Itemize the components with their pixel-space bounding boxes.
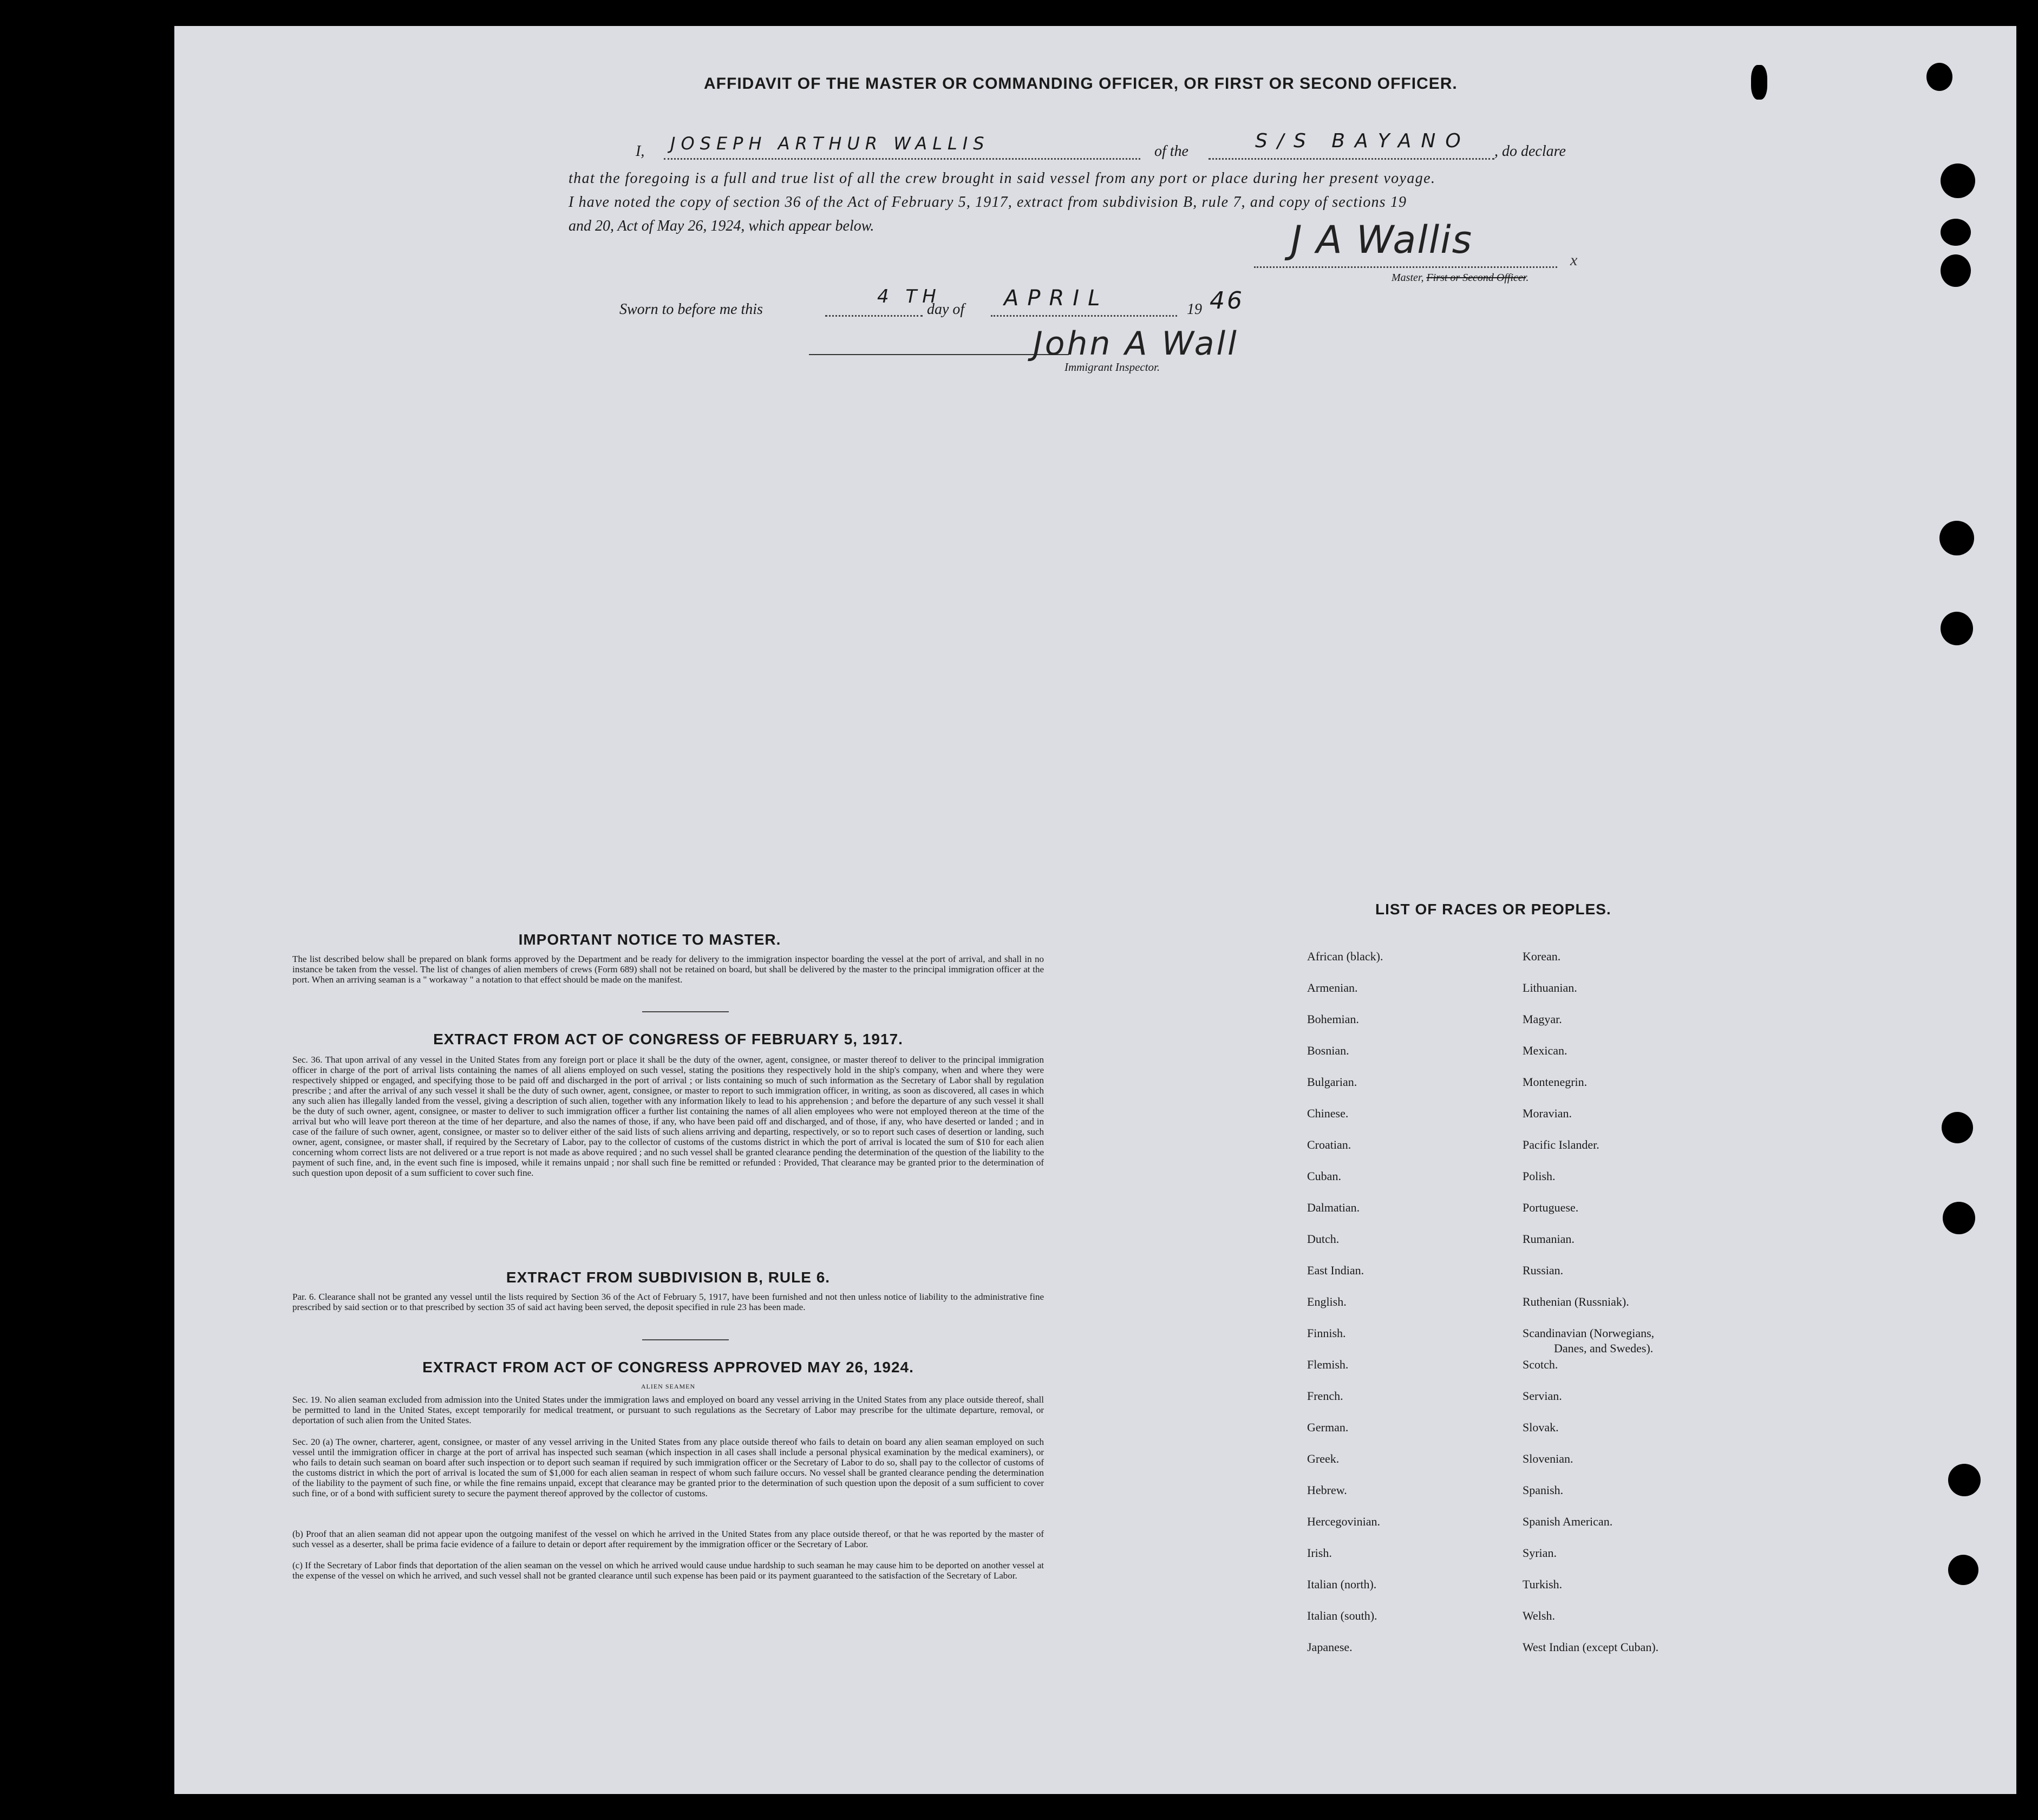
race-item: Mexican.: [1523, 1044, 1567, 1057]
race-item: English.: [1307, 1295, 1347, 1308]
race-item: Scandinavian (Norwegians,: [1523, 1326, 1655, 1340]
race-item: Finnish.: [1307, 1326, 1346, 1340]
race-item: Spanish American.: [1523, 1515, 1613, 1528]
section-19-text: Sec. 19. No alien seaman excluded from admission into the United States under the immigration laws and employed on board any vessel arriving in the United States from any place outside thereof, shall be permitted to land in the United States, except temporarily for medical treatment, or pursuant to such regulations as the Secretary of Labor may prescribe for the ultimate departure, removal, or deportation of such alien from the United States.: [292, 1395, 1044, 1425]
race-item: Magyar.: [1523, 1012, 1562, 1026]
section-20b-text: (b) Proof that an alien seaman did not appear upon the outgoing manifest of the vessel on which he arrived in the United States from any place outside thereof, or that he was reported by the master of such vessel as a deserter, shall be prima facie evidence of a failure to detain or deport after requirement by the immigration officer or the Secretary of Labor.: [292, 1529, 1044, 1549]
race-item: Pacific Islander.: [1523, 1138, 1599, 1151]
race-item: Irish.: [1307, 1546, 1332, 1560]
section-20a-text: Sec. 20 (a) The owner, charterer, agent, consignee, or master of any vessel arriving in the United States from any place outside thereof who fails to detain on board any alien seaman employed on such vessel until the immigration officer in charge at the port of arrival has inspected such seaman (which inspection in all cases shall include a personal physical examination by the medical examiners), or who fails to detain such seaman on board after such inspection or to deport such seaman if required by such immigration officer or the Secretary of Labor to do so, shall pay to the collector of customs of the customs district in which the port of arrival is located the sum of $1,000 for each alien seaman in respect of whom such failure occurs. No vessel shall be granted clearance pending the determination of the liability to the payment of such fine, or while the fine remains unpaid, except that clearance may be granted prior to the determination of such question upon the deposit of a sum sufficient to cover such fine, or of a bond with sufficient surety to secure the payment thereof approved by the collector of customs.: [292, 1437, 1044, 1498]
race-item: Italian (north).: [1307, 1577, 1377, 1591]
day-of-label: day of: [927, 301, 965, 318]
inspector-label: Immigrant Inspector.: [1064, 361, 1160, 374]
race-item: Greek.: [1307, 1452, 1340, 1465]
punch-hole: [1948, 1555, 1978, 1585]
punch-hole: [1939, 521, 1974, 555]
race-item: Danes, and Swedes).: [1554, 1341, 1654, 1355]
race-item: Korean.: [1523, 950, 1561, 963]
race-item: Turkish.: [1523, 1577, 1563, 1591]
race-item: Portuguese.: [1523, 1201, 1579, 1214]
inspector-signature: John A Wall: [1033, 325, 1239, 363]
notice-title: IMPORTANT NOTICE TO MASTER.: [518, 931, 781, 948]
alien-seamen-subtitle: ALIEN SEAMEN: [641, 1383, 696, 1390]
races-title: LIST OF RACES OR PEOPLES.: [1375, 901, 1611, 918]
race-item: Lithuanian.: [1523, 981, 1577, 994]
subdivision-text: Par. 6. Clearance shall not be granted any vessel until the lists required by Section 36 of the Act of February 5, 1917, have been furnished and not then unless notice of liability to the administrative fine prescribed by said section or to that prescribed by section 35 of said act having been served, the deposit specified in rule 23 has been made.: [292, 1292, 1044, 1312]
day-line: [825, 315, 923, 317]
race-item: Armenian.: [1307, 981, 1358, 994]
vessel-line: [1209, 158, 1494, 160]
race-item: Polish.: [1523, 1169, 1556, 1183]
punch-hole: [1941, 163, 1975, 198]
divider: [642, 1011, 729, 1012]
punch-hole: [1948, 1464, 1981, 1496]
section-20c-text: (c) If the Secretary of Labor finds that deportation of the alien seaman on the vessel on which he arrived would cause undue hardship to such seaman he may cause him to be deported on another vessel at the expense of the vessel on which he arrived, and such vessel shall not be granted clearance until such expense has been paid or its payment guaranteed to the satisfaction of the Secretary of Labor.: [292, 1560, 1044, 1581]
do-declare-label: , do declare: [1494, 143, 1566, 160]
punch-hole: [1926, 63, 1952, 91]
extract-1917-text: Sec. 36. That upon arrival of any vessel in the United States from any foreign port or place it shall be the duty of the owner, agent, consignee, or master thereof to deliver to the principal immigration officer in charge of the port of arrival lists containing the names of all aliens employed on such vessel, stating the positions they respectively hold in the ship's company, when and where they were respectively shipped or engaged, and specifying those to be paid off and discharged in the port of arrival ; or lists containing so much of such information as the Secretary of Labor shall by regulation prescribe ; and after the arrival of any such vessel it shall be the duty of such owner, agent, consignee, or master to report to such immigration officer, in writing, as soon as discovered, all cases in which any such alien has illegally landed from the vessel, giving a description of such alien, together with any information likely to lead to his apprehension ; and before the departure of any such vessel it shall be the duty of such owner, agent, consignee, or master to deliver to such immigration officer a further list containing the names of all alien employees who were not employed thereon at the time of the arrival but who will leave port thereon at the time of her departure, and also the names of those, if any, who have been paid off and discharged, and of those, if any, who have deserted or landed ; and in case of the failure of such owner, agent, consignee, or master so to deliver either of the said lists of such aliens arriving and departing, respectively, or so to report such cases of desertion or landing, such owner, agent, consignee, or master shall, if required by the Secretary of Labor, pay to the collector of customs of the customs district in which the port of arrival is located the sum of $10 for each alien concerning whom correct lists are not delivered or a true report is not made as above required ; and no such vessel shall be granted clearance pending the determination of the question of the liability to the payment of such fine, and, in the event such fine is imposed, while it remains unpaid ; nor shall such fine be remitted or refunded : Provided, That clearance may be granted prior to the determination of such question upon deposit of a sum sufficient to cover such fine.: [292, 1055, 1044, 1178]
race-item: Scotch.: [1523, 1358, 1558, 1371]
declaration-line-2: that the foregoing is a full and true list of all the crew brought in said vessel from any port or place during her present voyage.: [569, 170, 1436, 187]
race-item: Slovenian.: [1523, 1452, 1573, 1465]
race-item: Bosnian.: [1307, 1044, 1349, 1057]
race-item: Hebrew.: [1307, 1483, 1347, 1497]
race-item: African (black).: [1307, 950, 1383, 963]
punch-hole: [1942, 1112, 1973, 1143]
month-line: [991, 315, 1177, 317]
year-prefix: 19: [1187, 301, 1202, 318]
race-item: Spanish.: [1523, 1483, 1564, 1497]
race-item: Bulgarian.: [1307, 1075, 1357, 1089]
vessel-name: S/S BAYANO: [1255, 130, 1471, 152]
race-item: French.: [1307, 1389, 1343, 1403]
race-item: West Indian (except Cuban).: [1523, 1640, 1659, 1654]
master-suffix: .: [1526, 272, 1529, 284]
race-item: Montenegrin.: [1523, 1075, 1588, 1089]
punch-hole: [1941, 219, 1971, 246]
race-item: Welsh.: [1523, 1609, 1555, 1622]
affidavit-title: AFFIDAVIT OF THE MASTER OR COMMANDING OFFICER, OR FIRST OR SECOND OFFICER.: [704, 75, 1458, 93]
master-label-text: Master,: [1392, 272, 1424, 284]
declaration-line-3: I have noted the copy of section 36 of the Act of February 5, 1917, extract from subdivision B, rule 7, and copy of sections 19: [569, 194, 1407, 211]
sworn-month: APRIL: [1004, 286, 1109, 311]
race-item: Cuban.: [1307, 1169, 1341, 1183]
race-item: Hercegovinian.: [1307, 1515, 1380, 1528]
sworn-year: 46: [1210, 287, 1244, 315]
extract-1917-title: EXTRACT FROM ACT OF CONGRESS OF FEBRUARY 5, 1917.: [433, 1031, 903, 1048]
race-item: Dutch.: [1307, 1232, 1340, 1246]
race-item: Chinese.: [1307, 1107, 1349, 1120]
inspector-signature-line: [809, 354, 1069, 355]
punch-hole: [1941, 612, 1973, 645]
sworn-day: 4 TH: [877, 286, 942, 307]
master-signature: J A Wallis: [1291, 218, 1473, 262]
sworn-label: Sworn to before me this: [619, 301, 763, 318]
race-item: Syrian.: [1523, 1546, 1557, 1560]
subdivision-title: EXTRACT FROM SUBDIVISION B, RULE 6.: [506, 1269, 831, 1286]
race-item: Japanese.: [1307, 1640, 1353, 1654]
affidavit-prefix: I,: [636, 143, 645, 160]
master-label: [1392, 272, 1528, 284]
of-the-label: of the: [1154, 143, 1188, 160]
race-item: Italian (south).: [1307, 1609, 1377, 1622]
struck-officer-text: First or Second Officer: [1426, 272, 1526, 284]
race-item: Dalmatian.: [1307, 1201, 1360, 1214]
declaration-line-4: and 20, Act of May 26, 1924, which appear below.: [569, 218, 874, 234]
race-item: Moravian.: [1523, 1107, 1572, 1120]
name-line: [664, 158, 1140, 160]
punch-hole: [1943, 1202, 1975, 1234]
race-item: East Indian.: [1307, 1263, 1364, 1277]
master-signature-line: [1254, 266, 1557, 268]
extract-1924-title: EXTRACT FROM ACT OF CONGRESS APPROVED MAY 26, 1924.: [422, 1359, 914, 1376]
race-item: Croatian.: [1307, 1138, 1351, 1151]
race-item: German.: [1307, 1420, 1349, 1434]
master-name: JOSEPH ARTHUR WALLIS: [670, 133, 990, 154]
punch-hole: [1751, 65, 1767, 100]
race-item: Servian.: [1523, 1389, 1562, 1403]
race-item: Ruthenian (Russniak).: [1523, 1295, 1629, 1308]
notice-text: The list described below shall be prepared on blank forms approved by the Department and be ready for delivery to the immigration inspector boarding the vessel at the port of arrival, and shall in no instance be taken from the vessel. The list of changes of alien members of crews (Form 689) shall not be retained on board, but shall be delivered by the master to the principal immigration officer at the port. When an arriving seaman is a " workaway " a notation to that effect should be made on the manifest.: [292, 954, 1044, 985]
divider: [642, 1339, 729, 1340]
race-item: Rumanian.: [1523, 1232, 1575, 1246]
punch-hole: [1941, 254, 1971, 287]
race-item: Slovak.: [1523, 1420, 1559, 1434]
race-item: Bohemian.: [1307, 1012, 1359, 1026]
race-item: Russian.: [1523, 1263, 1564, 1277]
race-item: Flemish.: [1307, 1358, 1349, 1371]
